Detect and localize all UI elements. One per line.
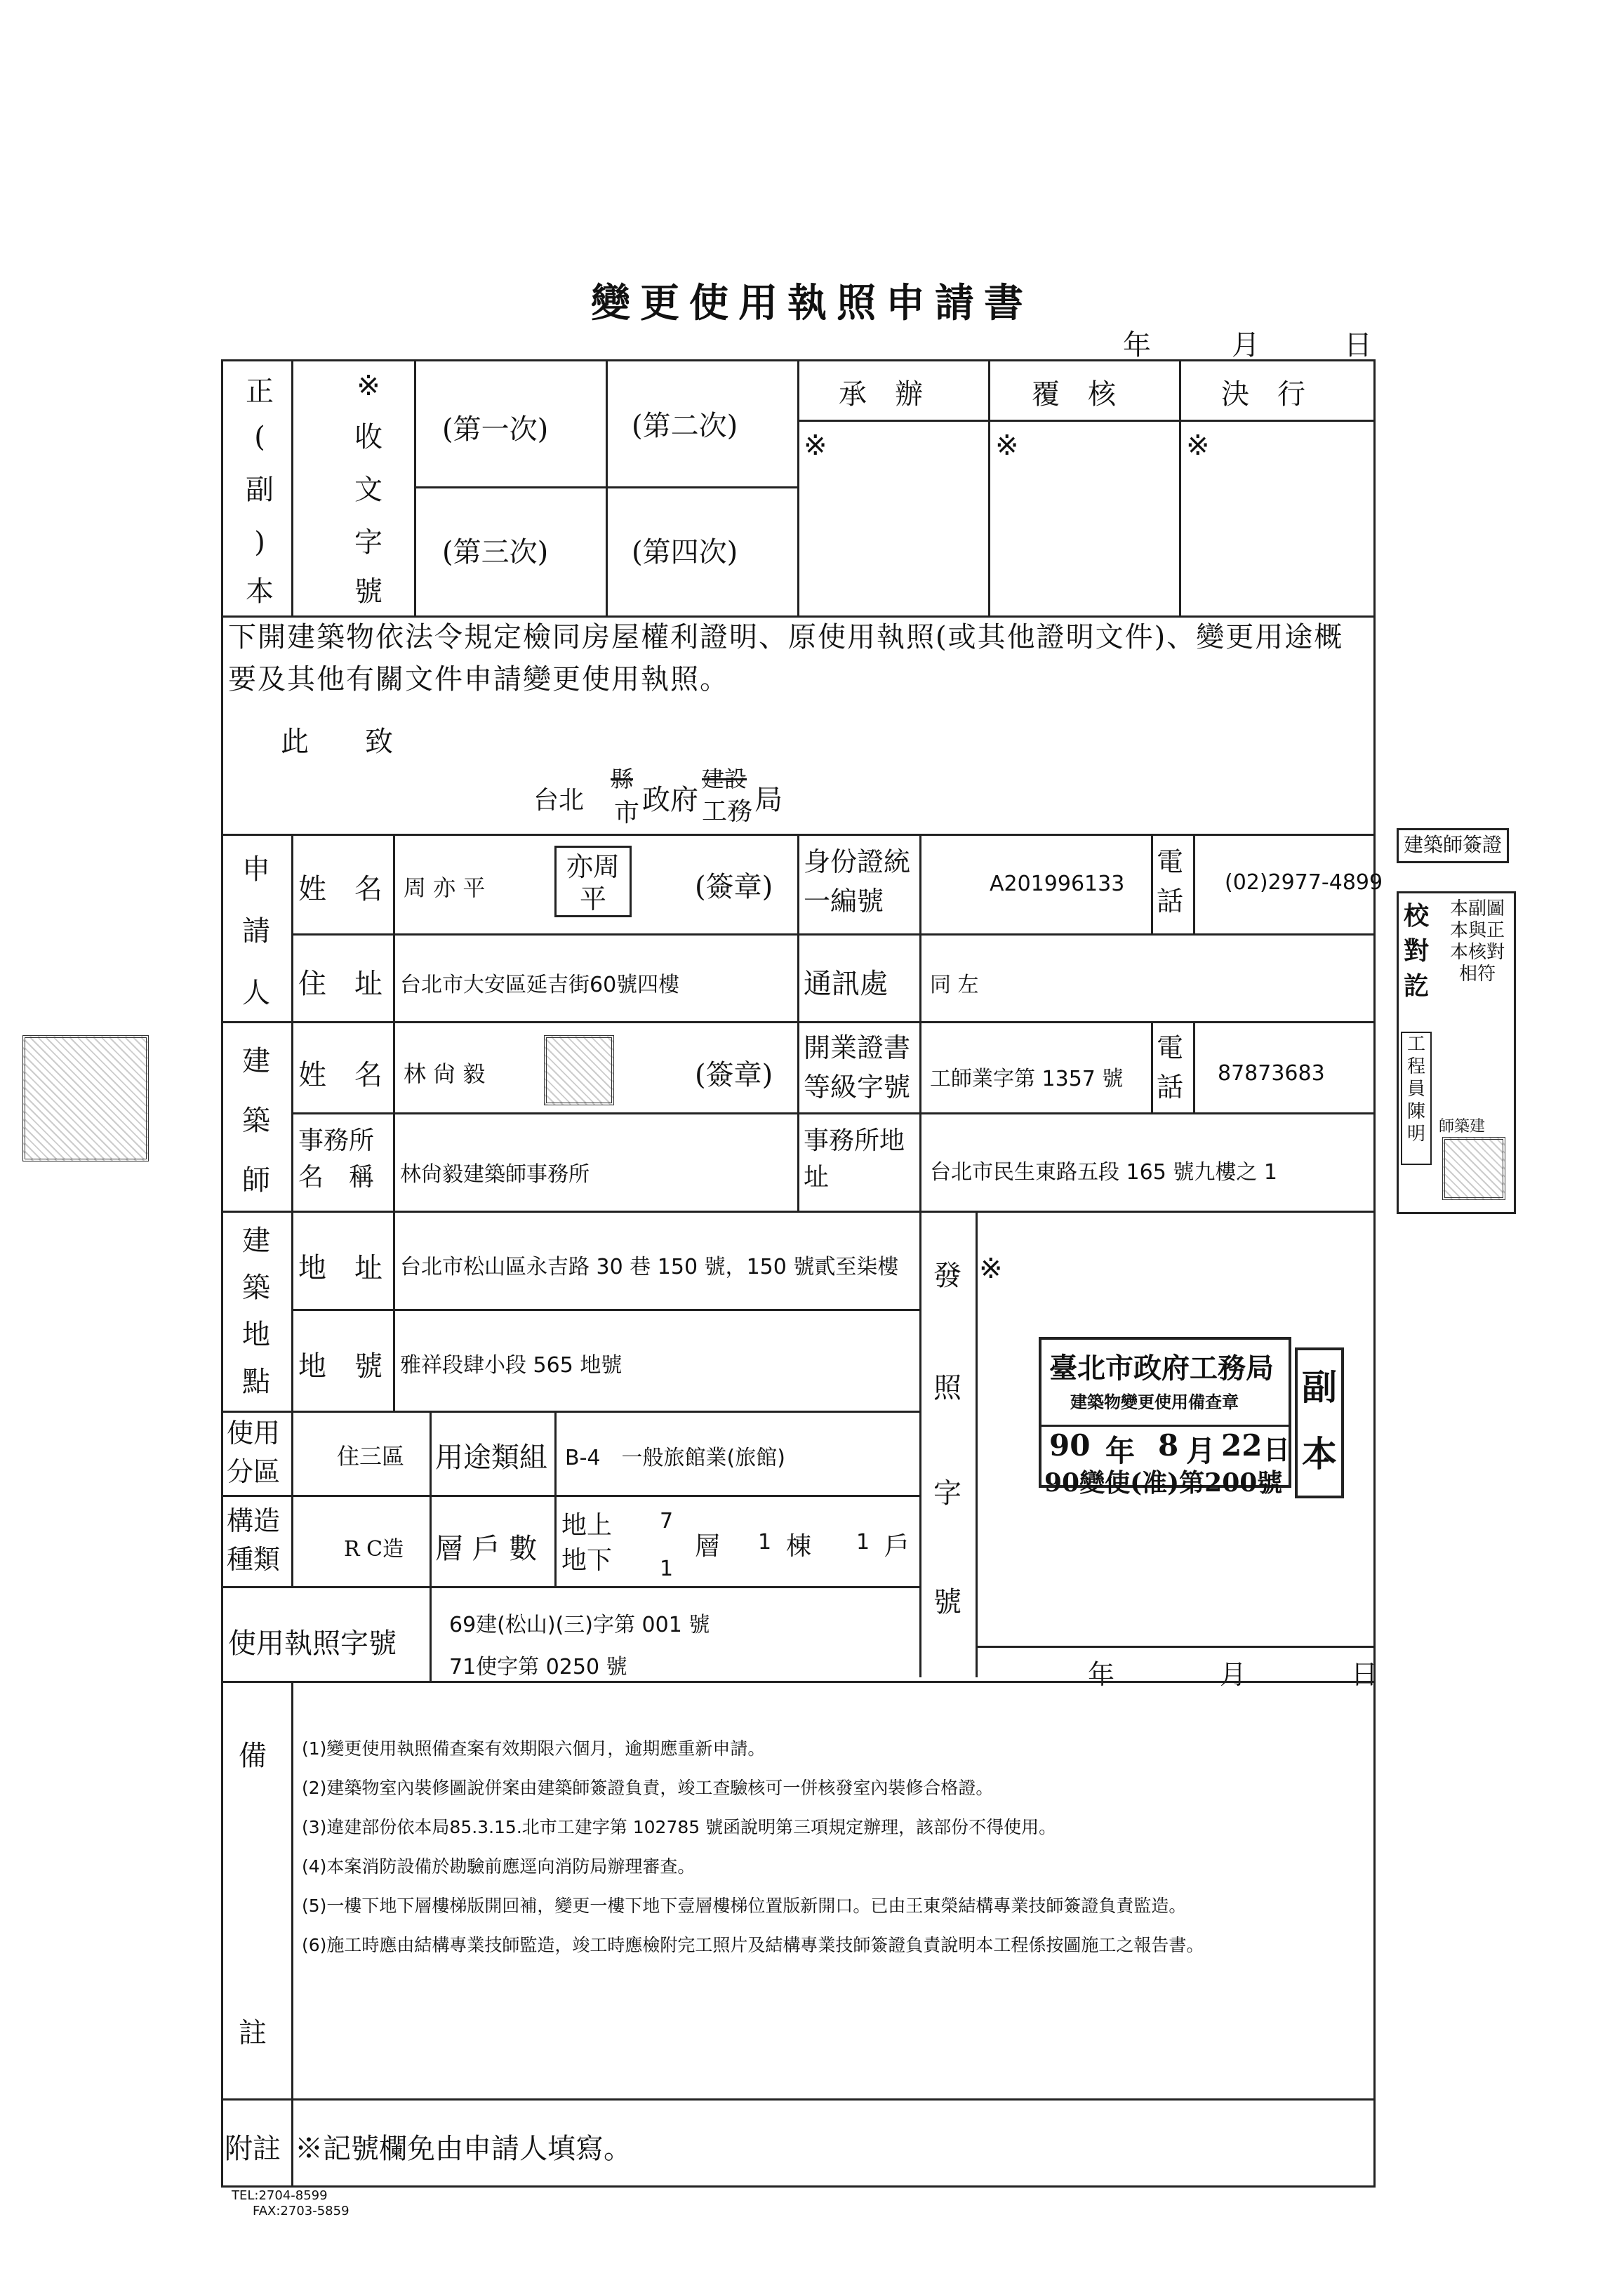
architect-license-label: 開業證書等級字號 <box>804 1032 911 1103</box>
receipt-char: 收 <box>354 421 382 453</box>
floors-above: 7 <box>660 1509 674 1533</box>
permit-line-2: 71使字第 0250 號 <box>449 1655 627 1679</box>
structure-label: 構造種類 <box>227 1505 281 1575</box>
applicant-id-label: 身份證統一編號 <box>804 846 911 917</box>
side-engineer: 工程員陳明 <box>1401 1032 1432 1165</box>
units-count: 1 <box>856 1530 870 1555</box>
printer-fax: FAX:2703-5859 <box>253 2204 350 2218</box>
copy-char: 本 <box>246 575 274 608</box>
receipt-char: 號 <box>354 575 382 608</box>
remark-item: (5)一樓下地下層樓梯版開回補，變更一樓下地下壹層樓梯位置版新開口。已由王東榮結構專業技師簽證負責監造。 <box>302 1896 1187 1916</box>
side-title: 建築師簽證 <box>1397 828 1509 863</box>
remark-item: (1)變更使用執照備查案有效期限六個月，逾期應重新申請。 <box>302 1738 766 1759</box>
footnote-label: 附註 <box>225 2133 281 2165</box>
margin-seal <box>22 1035 149 1161</box>
copy-char: 正 <box>246 375 274 408</box>
footnote-text: ※記號欄免由申請人填寫。 <box>295 2133 632 2165</box>
receipt-char: 文 <box>354 474 382 506</box>
floors-below: 1 <box>660 1557 674 1581</box>
remarks-label-top: 備 <box>239 1740 267 1772</box>
stamp-day: 22 <box>1221 1428 1263 1463</box>
date-month: 月 <box>1232 329 1260 361</box>
applicant-sign-label: (簽章) <box>695 871 773 903</box>
applicant-contact: 同 左 <box>930 973 979 997</box>
stamp-month: 8 <box>1158 1428 1179 1463</box>
unit-unit: 戶 <box>884 1532 910 1561</box>
applicant-name-label: 姓 名 <box>298 873 382 905</box>
architect-name-label: 姓 名 <box>298 1059 382 1091</box>
remark-item: (3)違建部份依本局85.3.15.北市工建字第 102785 號函說明第三項規定辦理，該部份不得使用。 <box>302 1817 1057 1837</box>
building-unit: 棟 <box>786 1532 812 1561</box>
structure-value: R C造 <box>344 1537 404 1562</box>
round-3: (第三次) <box>442 536 549 568</box>
date-year: 年 <box>1123 329 1151 361</box>
applicant-seal: 亦周平 <box>554 846 632 917</box>
architect-phone-label: 電話 <box>1157 1032 1184 1103</box>
applicant-address: 台北市大安區延吉街60號四樓 <box>400 973 680 997</box>
architect-license: 工師業字第 1357 號 <box>930 1067 1124 1091</box>
date-day: 日 <box>1344 329 1372 361</box>
buildings-count: 1 <box>758 1530 772 1555</box>
applicant-contact-label: 通訊處 <box>804 968 888 1000</box>
architect-phone: 87873683 <box>1218 1061 1325 1086</box>
issue-mark: ※ <box>979 1253 1003 1285</box>
site-address-label: 地 址 <box>298 1252 382 1284</box>
approval-final: 決 行 <box>1221 378 1305 411</box>
remark-item: (6)施工時應由結構專業技師監造，竣工時應檢附完工照片及結構專業技師簽證負責說明本工程係按圖施工之報告書。 <box>302 1935 1204 1955</box>
mark: ※ <box>804 430 827 462</box>
round-1: (第一次) <box>442 413 549 446</box>
stamp-agency: 臺北市政府工務局 <box>1049 1352 1274 1385</box>
applicant-address-label: 住 址 <box>298 968 382 1000</box>
issue-day: 日 <box>1351 1659 1378 1690</box>
issue-year: 年 <box>1088 1659 1115 1690</box>
printer-tel: TEL:2704-8599 <box>232 2188 328 2203</box>
applicant-phone: (02)2977-4899 <box>1225 870 1383 895</box>
round-4: (第四次) <box>632 536 738 568</box>
copy-char: ( <box>254 421 265 453</box>
mark: ※ <box>995 430 1019 462</box>
stamp-purpose: 建築物變更使用備查章 <box>1070 1392 1239 1412</box>
applicant-phone-label: 電話 <box>1157 846 1184 917</box>
approval-handler: 承 辦 <box>839 378 923 411</box>
architect-office-label: 事務所名 稱 <box>298 1126 375 1192</box>
copy-char: ) <box>254 526 265 559</box>
remark-item: (2)建築物室內裝修圖說併案由建築師簽證負責，竣工查驗核可一併核發室內裝修合格證。 <box>302 1778 994 1798</box>
receipt-char: 字 <box>354 526 382 559</box>
side-check: 校對訖 <box>1404 901 1430 1001</box>
page-title: 變更使用執照申請書 <box>591 280 1033 326</box>
salutation: 此 致 <box>281 726 393 758</box>
stamp-copy: 副本 <box>1295 1347 1344 1498</box>
zone-value: 住三區 <box>337 1443 405 1470</box>
mark: ※ <box>1186 430 1210 462</box>
architect-sign-label: (簽章) <box>695 1059 773 1091</box>
copy-char: 副 <box>246 474 274 506</box>
floor-unit: 層 <box>695 1532 721 1561</box>
floors-above-label: 地上 <box>561 1511 613 1540</box>
receipt-char: ※ <box>357 370 380 402</box>
floors-label: 層 戶 數 <box>435 1533 538 1565</box>
applicant-id: A201996133 <box>990 872 1125 896</box>
architect-office-address-label: 事務所地 址 <box>804 1126 931 1192</box>
side-architect-tag: 師築建 <box>1439 1118 1486 1136</box>
side-seal <box>1442 1137 1505 1200</box>
site-lot: 雅祥段肆小段 565 地號 <box>400 1353 623 1378</box>
remarks-label-bottom: 註 <box>239 2017 267 2049</box>
round-2: (第二次) <box>632 410 738 442</box>
remark-item: (4)本案消防設備於勘驗前應逕向消防局辦理審查。 <box>302 1856 695 1877</box>
category-label: 用途類組 <box>435 1442 547 1474</box>
stamp-number: 90變使(准)第200號 <box>1044 1468 1283 1498</box>
approval-review: 覆 核 <box>1032 378 1116 411</box>
stamp-year: 90 <box>1049 1428 1091 1463</box>
site-address: 台北市松山區永吉路 30 巷 150 號，150 號貳至柒樓 <box>400 1255 899 1279</box>
architect-name: 林 尙 毅 <box>404 1060 486 1087</box>
architect-office-address: 台北市民生東路五段 165 號九樓之 1 <box>930 1160 1277 1185</box>
permit-label: 使用執照字號 <box>228 1627 397 1660</box>
site-lot-label: 地 號 <box>298 1350 382 1383</box>
zone-label: 使用分區 <box>227 1418 281 1487</box>
architect-seal <box>544 1035 614 1105</box>
permit-line-1: 69建(松山)(三)字第 001 號 <box>449 1613 710 1637</box>
architect-office: 林尙毅建築師事務所 <box>400 1162 590 1187</box>
floors-below-label: 地下 <box>561 1546 613 1575</box>
issue-month: 月 <box>1220 1659 1247 1690</box>
intro-text: 下開建築物依法令規定檢同房屋權利證明、原使用執照(或其他證明文件)、變更用途概要及其他有關文件申請變更使用執照。 <box>228 621 1344 695</box>
applicant-name: 周 亦 平 <box>404 874 486 901</box>
side-statement: 本副圖本與正本核對相符 <box>1449 898 1505 985</box>
category-value: B-4 一般旅館業(旅館) <box>565 1446 785 1470</box>
